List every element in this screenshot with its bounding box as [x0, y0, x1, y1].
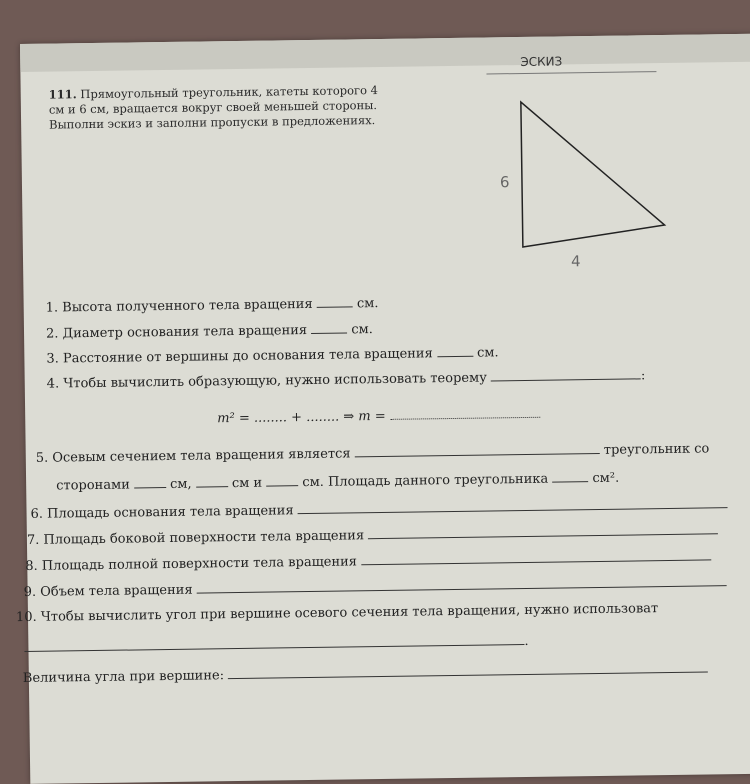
item-10-answer: [24, 633, 528, 656]
item-9: [24, 574, 727, 600]
worksheet-page: [15, 33, 750, 784]
item-8: [25, 548, 711, 574]
item-5-side-3[interactable]: [266, 474, 298, 486]
item-1-blank[interactable]: [317, 295, 353, 308]
item-3: [46, 344, 498, 366]
item-5: [36, 440, 710, 465]
task-text: Прямоугольный треугольник, катеты которого 4 см и 6 см, вращается вокруг своей меньшей стороны. Выполни эскиз и заполни пропуски в предложениях.: [48, 83, 379, 132]
triangle-shape: [521, 100, 665, 247]
item-10-end: .: [524, 633, 529, 650]
item-8-blank[interactable]: [361, 548, 711, 565]
sketch-divider: [486, 71, 656, 74]
item-7-blank[interactable]: [368, 522, 718, 539]
item-4-colon: :: [640, 368, 646, 384]
item-3-text: 3. Расстояние от вершины до основания тела вращения: [46, 346, 433, 367]
item-5-area-unit: см².: [592, 470, 620, 487]
item-7: [27, 522, 718, 548]
sketch-side-vertical: 6: [499, 173, 510, 192]
item-9-blank[interactable]: [197, 574, 727, 593]
item-5-tail: треугольник со: [603, 441, 710, 458]
item-10-text: 10. Чтобы вычислить угол при вершине осевого сечения тела вращения, нужно использоват: [15, 601, 659, 626]
item-4: [47, 367, 646, 391]
item-2: [46, 321, 373, 342]
item-2-text: 2. Диаметр основания тела вращения: [45, 323, 308, 342]
item-10: [16, 601, 658, 625]
angle-text: Величина угла при вершине:: [22, 668, 225, 687]
sketch-label: ЭСКИЗ: [520, 54, 563, 70]
item-5-side-1[interactable]: [134, 476, 166, 488]
item-1-unit: см.: [356, 296, 379, 312]
task-statement: [49, 83, 380, 133]
item-5-sides-label: сторонами: [56, 477, 130, 494]
item-5-line2: [56, 470, 619, 494]
task-number: 111.: [48, 87, 77, 102]
sketch-side-horizontal: 4: [570, 252, 581, 271]
item-7-text: 7. Площадь боковой поверхности тела вращения: [26, 528, 365, 548]
item-2-blank[interactable]: [311, 321, 347, 334]
item-4-text: 4. Чтобы вычислить образующую, нужно использовать теорему: [46, 370, 487, 392]
item-1: [46, 295, 379, 316]
item-6-blank[interactable]: [298, 496, 728, 514]
item-5-side-2[interactable]: [196, 475, 228, 487]
item-5-area-blank[interactable]: [552, 470, 588, 483]
item-5-area-text: см. Площадь данного треугольника: [302, 471, 549, 491]
page-top-strip: [20, 33, 750, 72]
item-8-text: 8. Площадь полной поверхности тела вращения: [25, 554, 358, 574]
item-4-blank[interactable]: [491, 367, 641, 381]
item-6-text: 6. Площадь основания тела вращения: [30, 503, 294, 522]
angle-blank[interactable]: [228, 660, 708, 679]
item-9-text: 9. Объем тела вращения: [23, 582, 193, 601]
formula-text: m² = ........ + ........ ⇒ m =: [217, 408, 390, 427]
formula-line: [217, 407, 540, 427]
angle-line: [23, 660, 708, 686]
item-6: [30, 496, 727, 522]
item-10-blank[interactable]: [24, 633, 524, 652]
item-3-unit: см.: [476, 345, 499, 361]
item-5-blank-shape[interactable]: [355, 442, 600, 457]
sketch-triangle: [491, 75, 694, 278]
formula-blank[interactable]: [390, 407, 540, 420]
item-1-text: 1. Высота полученного тела вращения: [45, 296, 313, 316]
item-5-unit-1: см,: [169, 476, 192, 492]
item-5-unit-2: см и: [231, 475, 263, 492]
item-3-blank[interactable]: [437, 345, 473, 358]
item-2-unit: см.: [351, 322, 373, 338]
item-5-text: 5. Осевым сечением тела вращения является: [35, 446, 351, 466]
